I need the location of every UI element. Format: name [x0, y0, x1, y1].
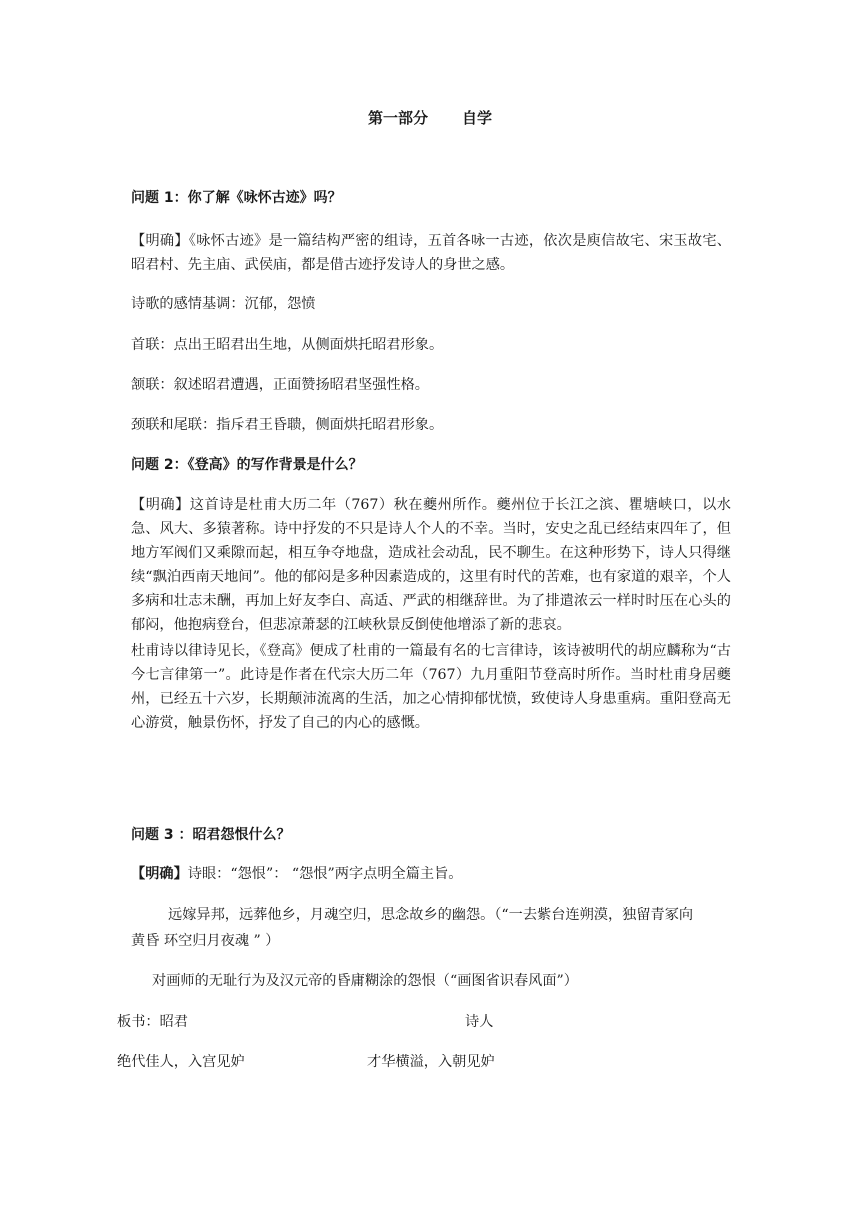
jinglian-weilian-note: 颈联和尾联：指斥君王昏聩，侧面烘托昭君形象。	[131, 417, 444, 433]
question-3-answer	[131, 862, 731, 886]
question-3-heading: 问题 3 ：昭君怨恨什么？	[131, 827, 291, 843]
answer-text: 诗眼：“怨恨”： “怨恨”两字点明全篇主旨。	[187, 866, 463, 882]
board-label-poet: 诗人	[465, 1014, 494, 1030]
resentment-1-line-1: 远嫁异邦，远葬他乡，月魂空归，思念故乡的幽怨。（“一去紫台连朔漠，独留青冢向	[168, 907, 694, 923]
shoulian-note: 首联：点出王昭君出生地，从侧面烘托昭君形象。	[131, 337, 444, 353]
question-2-heading: 问题 2：《登高》的写作背景是什么？	[131, 457, 363, 473]
board-row-poet: 才华横溢，入朝见妒	[367, 1054, 495, 1070]
title-topic: 自学	[462, 109, 493, 127]
question-1-heading: 问题 1：你了解《咏怀古迹》吗？	[131, 190, 342, 206]
resentment-2: 对画师的无耻行为及汉元帝的昏庸糊涂的怨恨（“画图省识春风面”）	[152, 973, 578, 989]
question-1-answer: 【明确】《咏怀古迹》是一篇结构严密的组诗，五首各咏一古迹，依次是庾信故宅、宋玉故宅、昭君村、先主庙、武侯庙，都是借古迹抒发诗人的身世之感。	[131, 233, 731, 273]
board-label-zhaojun: 板书：昭君	[117, 1014, 188, 1030]
page-title	[0, 107, 860, 128]
question-2-answer: 【明确】这首诗是杜甫大历二年（767）秋在夔州所作。夔州位于长江之滨、瞿塘峡口，以水急、风大、多猿著称。诗中抒发的不只是诗人个人的不幸。当时，安史之乱已经结束四年了，但地方军阀们又乘隙而起，相互争夺地盘，造成社会动乱，民不聊生。在这种形势下，诗人只得继续“飘泊西南天地间”。他的郁闷是多种因素造成的，这里有时代的苦难，也有家道的艰辛，个人多病和壮志未酬，再加上好友李白、高适、严武的相继辞世。为了排遣浓云一样时时压在心头的郁闷，他抱病登台，但悲凉萧瑟的江峡秋景反倒使他增添了新的悲哀。	[131, 497, 731, 633]
board-row-zhaojun: 绝代佳人，入宫见妒	[117, 1054, 245, 1070]
question-2-extra: 杜甫诗以律诗见长，《登高》便成了杜甫的一篇最有名的七言律诗，该诗被明代的胡应麟称为“古今七言律第一”。此诗是作者在代宗大历二年（767）九月重阳节登高时所作。当时杜甫身居夔州，已经五十六岁，长期颠沛流离的生活，加之心情抑郁忧愤，致使诗人身患重病。重阳登高无心游赏，触景伤怀，抒发了自己的内心的感慨。	[131, 643, 731, 731]
resentment-1-line-2: 黄昏 环空归月夜魂 ” ）	[131, 933, 280, 949]
emotional-tone: 诗歌的感情基调：沉郁，怨愤	[131, 296, 316, 312]
answer-label: 【明确】	[131, 866, 188, 882]
hanlian-note: 颔联：叙述昭君遭遇，正面赞扬昭君坚强性格。	[131, 377, 429, 393]
title-part: 第一部分	[367, 109, 428, 127]
